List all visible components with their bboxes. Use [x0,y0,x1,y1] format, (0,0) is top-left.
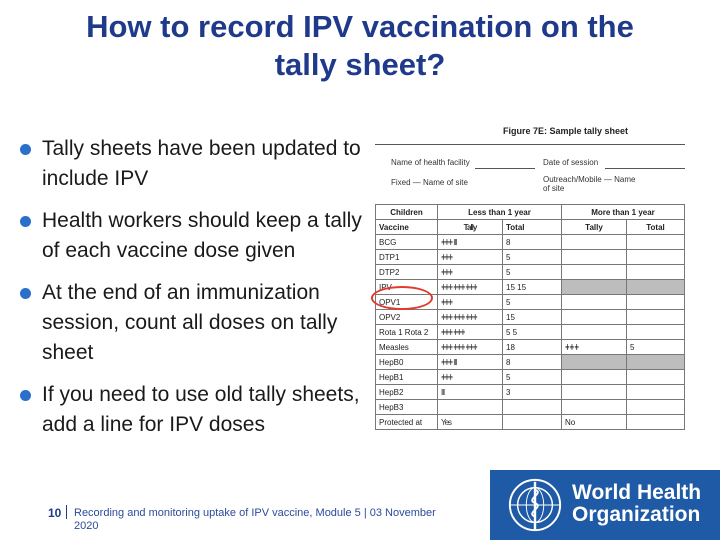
tally-cell: ǂǂǂ ǀǀǀ [438,235,503,250]
tally-cell-2 [562,370,627,385]
tally-body [376,235,685,430]
tally-cell-2 [562,355,627,370]
total-cell-2 [627,280,685,295]
title-line-1: How to record IPV vaccination on the [86,9,634,44]
date-label: Date of session [543,158,599,167]
vaccine-cell: IPV [376,280,438,295]
tally-cell-2 [562,400,627,415]
bullet-item: At the end of an immunization session, count all doses on tally sheet [18,278,368,368]
tally-cell-2 [562,385,627,400]
bullet-item: Health workers should keep a tally of each vaccine dose given [18,206,368,266]
vaccine-cell: OPV1 [376,295,438,310]
footer-divider [66,505,67,519]
vaccine-cell: DTP2 [376,265,438,280]
tally-cell-2 [562,235,627,250]
tally-cell-2 [562,265,627,280]
total-cell: 5 [503,370,562,385]
total-cell-2 [627,400,685,415]
total-cell: 5 5 [503,325,562,340]
divider [605,168,685,169]
table-subheader-row [376,220,685,235]
bullet-item: Tally sheets have been updated to include IPV [18,134,368,194]
tally-cell-2 [562,280,627,295]
total-cell-2 [627,385,685,400]
tally-cell [438,400,503,415]
tally-header-2: Tally [562,220,627,235]
total-cell-2: 5 [627,340,685,355]
table-row [376,235,685,250]
tally-cell: ǂǂǂ [438,250,503,265]
total-cell-2 [627,325,685,340]
total-cell: 18 [503,340,562,355]
title-line-2: tally sheet? [274,47,446,82]
total-cell: 8 [503,355,562,370]
vaccine-header: Vaccine [376,220,438,235]
total-cell: 5 [503,250,562,265]
less-than-1-year-header: Less than 1 year [438,205,562,220]
tally-cell: ǂǂǂ ǂǂǂ ǂǂǂ [438,280,503,295]
vaccine-cell: BCG [376,235,438,250]
total-header-2: Total [627,220,685,235]
of-site-label: of site [543,184,565,193]
figure-title: Figure 7E: Sample tally sheet [503,126,629,136]
vaccine-cell: Rota 1 Rota 2 [376,325,438,340]
bullet-dot-icon [20,288,31,299]
tally-table [375,204,685,430]
table-row [376,265,685,280]
table-header-row [376,205,685,220]
sample-tally-sheet [365,122,700,458]
total-cell-2 [627,310,685,325]
vaccine-cell: HepB2 [376,385,438,400]
total-cell-2 [627,265,685,280]
tally-cell: ǂǂǂ ǂǂǂ [438,325,503,340]
total-cell-2 [627,235,685,250]
total-cell: 5 [503,295,562,310]
total-cell [503,415,562,430]
who-wordmark [572,482,701,526]
bullet-dot-icon [20,216,31,227]
tally-cell-2 [562,310,627,325]
tally-cell: ǂǂǂ [438,265,503,280]
who-line-2: Organization [572,503,701,526]
tally-cell: ǂǂǂ ǀǀǀ [438,355,503,370]
who-line-1: World Health [572,481,702,504]
tally-cell: ǂǂǂ [438,295,503,310]
vaccine-cell: HepB0 [376,355,438,370]
bullet-list [18,134,368,452]
vaccine-cell: HepB1 [376,370,438,385]
table-row [376,310,685,325]
children-header: Children [376,205,438,220]
bullet-dot-icon [20,390,31,401]
slide-title [20,8,700,84]
vaccine-cell: Protected at [376,415,438,430]
total-cell: 3 [503,385,562,400]
outreach-label: Outreach/Mobile — Name [543,175,636,184]
total-cell [503,400,562,415]
page-number: 10 [48,506,62,520]
tally-cell: ǀǀǀ [438,385,503,400]
tally-cell-2 [562,250,627,265]
bullet-item: If you need to use old tally sheets, add a line for IPV doses [18,380,368,440]
total-cell-2 [627,415,685,430]
tally-cell: Yes [438,415,503,430]
vaccine-cell: OPV2 [376,310,438,325]
facility-label: Name of health facility [391,158,470,167]
total-cell-2 [627,355,685,370]
total-header: Total [503,220,562,235]
total-cell-2 [627,250,685,265]
who-emblem-icon [506,476,564,534]
table-row [376,385,685,400]
more-than-1-year-header: More than 1 year [562,205,685,220]
table-row [376,370,685,385]
table-row [376,400,685,415]
divider [475,168,535,169]
total-cell-2 [627,295,685,310]
footer-text: Recording and monitoring uptake of IPV vaccine, Module 5 | 03 November 2020 [74,507,436,532]
tally-cell: ǂǂǂ [438,370,503,385]
divider [375,144,685,145]
table-row [376,355,685,370]
table-row [376,250,685,265]
vaccine-cell: Measles [376,340,438,355]
vaccine-cell: DTP1 [376,250,438,265]
tally-cell: ǂǂǂ ǂǂǂ ǂǂǂ [438,340,503,355]
tally-cell-2: ǂǂǂ [562,340,627,355]
tally-cell-2: No [562,415,627,430]
fixed-label: Fixed — Name of site [391,178,468,187]
table-row [376,340,685,355]
total-cell: 15 [503,310,562,325]
tally-cell-2 [562,295,627,310]
total-cell: 5 [503,265,562,280]
total-cell-2 [627,370,685,385]
tally-header: Tally [438,220,503,235]
table-row [376,415,685,430]
tally-cell: ǂǂǂ ǂǂǂ ǂǂǂ [438,310,503,325]
total-cell: 8 [503,235,562,250]
vaccine-cell: HepB3 [376,400,438,415]
bullet-dot-icon [20,144,31,155]
table-row [376,325,685,340]
ipv-highlight-oval [371,286,433,310]
total-cell: 15 15 [503,280,562,295]
tally-cell-2 [562,325,627,340]
